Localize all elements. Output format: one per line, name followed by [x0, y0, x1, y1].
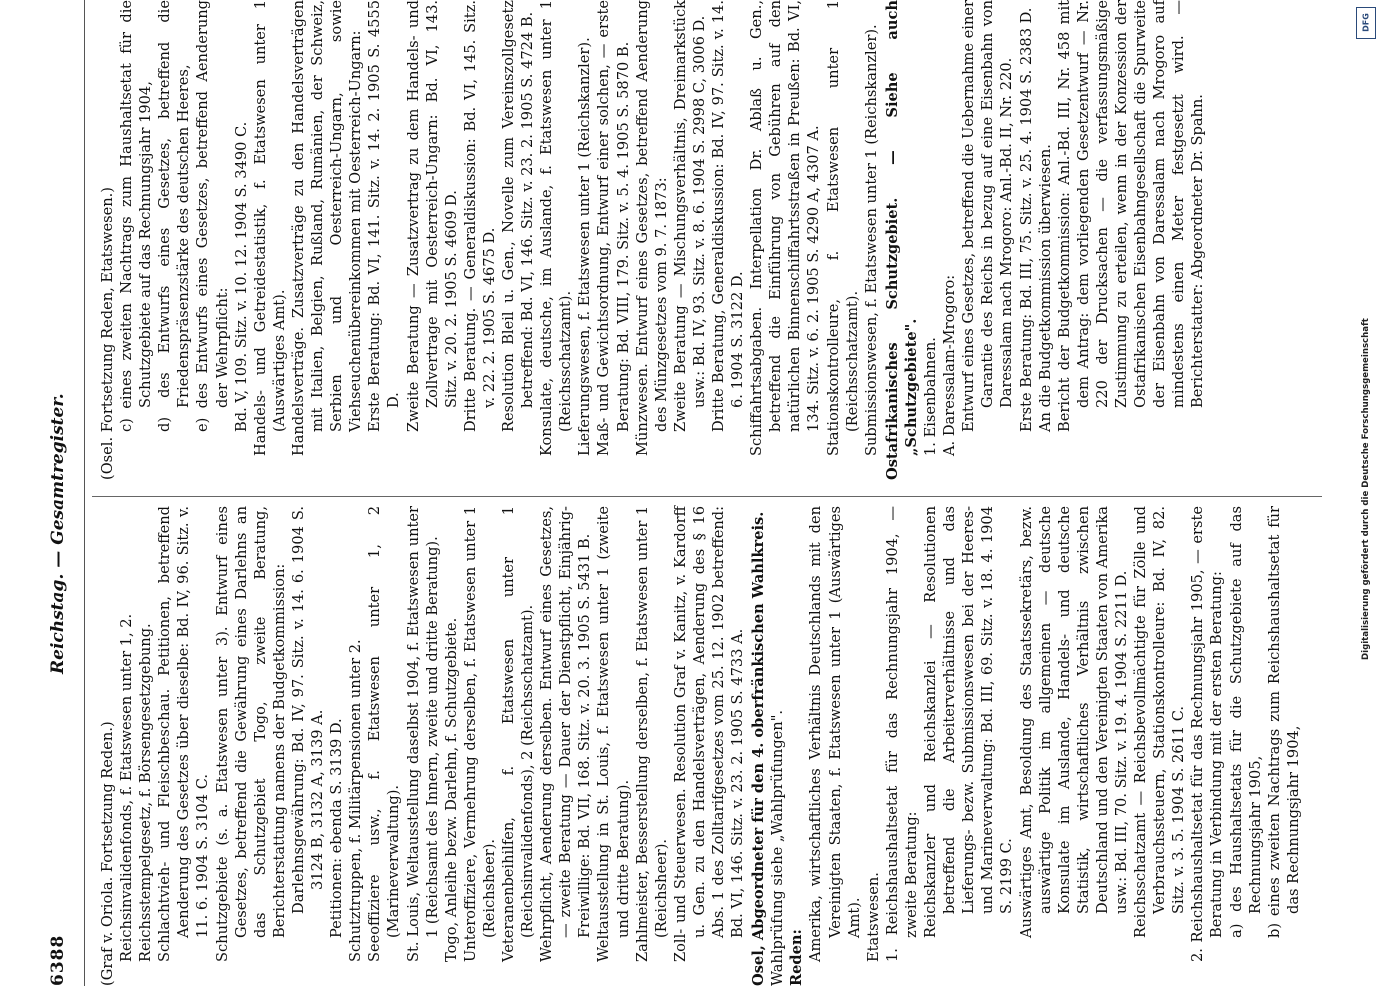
register-entry: Reichsschatzamt — Reichsbevollmächtigte für Zölle und Verbrauchssteuern, Stationskontrolleure: Bd. IV, 82. Sitz. v. 3. 5. 1904 S. 2611 C. — [1132, 506, 1188, 938]
running-head — [48, 56, 78, 986]
register-entry: Maß- und Gewichtsordnung, Entwurf einer solchen, — erste Beratung: Bd. VIII, 179. Sitz. v. 5. 4. 1905 S. 5870 B. — [595, 0, 632, 456]
register-entry: Veteranenbeihilfen, f. Etatswesen unter 1 (Reichsinvalidenfonds), 2 (Reichsschatzamt). — [499, 506, 537, 962]
register-entry: Stationskontrolleure, f. Etatswesen unter 1 (Reichsschatzamt). — [824, 0, 861, 456]
dfg-logo — [1356, 7, 1376, 39]
register-entry: Schutzgebiete (s. a. Etatswesen unter 3). Entwurf eines Gesetzes, betreffend die Gewährung eines Darlehns an das Schutzgebiet Togo, zweite Beratung, Berichterstattung namens der Budgetkommission: — [213, 506, 288, 962]
register-entry: St. Louis, Weltausstellung daselbst 1904, f. Etatswesen unter 1 (Reichsamt des Innern, zweite und dritte Beratung). — [404, 506, 441, 962]
register-entry: (Graf v. Oriola. Fortsetzung Reden.) — [99, 721, 116, 986]
register-entry: Reichsinvalidenfonds, f. Etatswesen unter 1, 2. — [118, 613, 136, 962]
register-entry: Zoll- und Steuerwesen. Resolution Graf v. Kanitz, v. Kardorff u. Gen. zu den Handelsverträgen, Aenderung des § 16 Abs. 1 des Zolltarifgesetzes vom 25. 12. 1902 betreffend: Bd. VI, 146. Sitz. v. 23. 2. 1905 S. 4733 A. — [671, 506, 747, 962]
register-entry: Handels- und Getreidestatistik, f. Etatswesen unter 1 (Auswärtiges Amt). — [251, 0, 288, 456]
register-entry: Auswärtiges Amt, Besoldung des Staatssekretärs, bezw. auswärtige Politik im allgemeinen — deutsche Konsulate im Auslande, Handels- und deutsche Statistik, wirtschaftliches Verhältnis zwischen Deutschland und den Vereinigten Staaten von Amerika usw.: Bd. III, 70. Sitz. v. 19. 4. 1904 S. 2211 D. — [1017, 506, 1130, 938]
register-entry: Zweite Beratung — Zusatzvertrag zu dem Handels- und Zollvertrage mit Oesterreich-Ungarn: Bd. VI, 143. Sitz. v. 20. 2. 1905 S. 4609 D. — [404, 0, 460, 432]
register-entry: A. Daressalam-Mrogoro: — [941, 274, 959, 456]
register-entry: c) eines zweiten Nachtrags zum Haushaltsetat für die Schutzgebiete auf das Rechnungsjahr 1904, — [118, 0, 155, 432]
register-entry: Erste Beratung: Bd. VI, 141. Sitz. v. 14. 2. 1905 S. 4555 D. — [366, 0, 403, 432]
register-entry: Bd. V, 109. Sitz. v. 10. 12. 1904 S. 3490 C. — [232, 121, 250, 432]
register-entry: 2. Reichshaushaltsetat für das Rechnungsjahr 1905, — erste Beratung in Verbindung mit der ersten Beratung: — [1189, 506, 1226, 962]
register-entry: a) des Haushaltsetats für die Schutzgebiete auf das Rechnungsjahr 1905, — [1227, 506, 1264, 938]
register-entry: Wehrpflicht, Aenderung derselben. Entwurf eines Gesetzes, — zweite Beratung — Dauer der Dienstpflicht, Einjährig-Freiwillige: Bd. VII, 168. Sitz. v. 20. 3. 1905 S. 5431 B. — [538, 506, 594, 962]
register-entry: Schutztruppen, f. Militärpensionen unter 2. — [347, 639, 365, 962]
register-entry: Weltausstellung in St. Louis, f. Etatswesen unter 1 (zweite und dritte Beratung). — [595, 506, 632, 962]
register-entry: Zweite Beratung — Mischungsverhältnis, Dreimarkstück usw.: Bd. IV, 93. Sitz. v. 8. 6. 1904 S. 2998 C, 3006 D. — [671, 0, 708, 432]
register-entry: Seeoffiziere usw., f. Etatswesen unter 1, 2 (Marineverwaltung). — [366, 506, 403, 962]
register-entry: Reden: — [788, 929, 806, 986]
header-rule — [84, 0, 85, 986]
register-entry: Ostafrikanisches Schutzgebiet. — Siehe auch „Schutzgebiete". — [883, 0, 920, 480]
register-entry: Osel, Abgeordneter für den 4. oberfränkischen Wahlkreis. — [750, 511, 768, 986]
register-entry: Wahlprüfung siehe „Wahlprüfungen". — [769, 709, 787, 986]
register-entry: Lieferungswesen, f. Etatswesen unter 1 (Reichskanzler). — [576, 37, 594, 456]
register-entry: An die Budgetkommission überwiesen. — [1036, 144, 1054, 432]
register-entry: Reichsstempelgesetz, f. Börsengesetzgebung. — [137, 623, 155, 962]
register-entry: Etatswesen. — [864, 872, 882, 962]
register-entry: Petitionen: ebenda S. 3139 D. — [328, 718, 346, 938]
register-entry: 1. Reichshaushaltsetat für das Rechnungsjahr 1904, — zweite Beratung: — [883, 506, 920, 962]
register-entry: Entwurf eines Gesetzes, betreffend die Uebernahme einer Garantie des Reichs in bezug auf eine Eisenbahn von Daressalam nach Mrogoro: Anl.-Bd. II, Nr. 220. — [960, 0, 1016, 432]
register-entry: Bericht der Budgetkommission: Anl.-Bd. III, Nr. 458 mit dem Antrag: dem vorliegenden Gesetzentwurf — Nr. 220 der Drucksachen — die verfassungsmäßige Zustimmung zu erteilen, wenn in der Konzession der Ostafrikanischen Eisenbahngesellschaft die Spurweite der Eisenbahn von Daressalam nach Mrogoro auf mindestens einen Meter festgesetzt wird. — Berichterstatter: Abgeordneter Dr. Spahn. — [1055, 0, 1207, 432]
register-entry: Reichskanzler und Reichskanzlei — Resolutionen betreffend die Arbeiterverhältnisse und das Lieferungs- bezw. Submissionswesen bei der Heeres- und Marineverwaltung: Bd. III, 69. Sitz. v. 18. 4. 1904 S. 2199 C. — [922, 506, 1016, 938]
register-entry: Togo, Anleihe bezw. Darlehn, f. Schutzgebiete. — [442, 617, 460, 962]
column-divider — [92, 496, 1322, 497]
register-entry: d) des Entwurfs eines Gesetzes, betreffend die Friedenspräsenzstärke des deutschen Heeres, — [156, 0, 193, 432]
register-entry: b) eines zweiten Nachtrags zum Reichshaushaltsetat für das Rechnungsjahr 1904, — [1265, 506, 1302, 938]
register-entry: Unteroffiziere, Vermehrung derselben, f. Etatswesen unter 1 (Reichsheer). — [461, 506, 498, 962]
register-entry: Münzwesen. Entwurf eines Gesetzes, betreffend Aenderung des Münzgesetzes vom 9. 7. 1873: — [633, 0, 670, 456]
register-entry: Submissionswesen, f. Etatswesen unter 1 (Reichskanzler). — [862, 24, 880, 456]
register-entry: Resolution Bleil u. Gen., Novelle zum Vereinszollgesetz betreffend: Bd. VI, 146. Sitz. v. 23. 2. 1905 S. 4724 B. — [499, 0, 537, 432]
register-entry: Handelsverträge. Zusatzverträge zu den Handelsverträgen mit Italien, Belgien, Rußland, Rumänien, der Schweiz, Serbien und Oesterreich-Ungarn, sowie Viehseuchenübereinkommen mit Oesterreich-Ungarn: — [289, 0, 365, 456]
register-entry: Amerika, wirtschaftliches Verhältnis Deutschlands mit den Vereinigten Staaten, f. Etatswesen unter 1 (Auswärtiges Amt). — [807, 506, 863, 962]
register-entry: Darlehnsgewährung: Bd. IV, 97. Sitz. v. 14. 6. 1904 S. 3124 B, 3132 A, 3139 A. — [289, 506, 327, 914]
register-entry: Dritte Beratung. — Generaldiskussion: Bd. VI, 145. Sitz. v. 22. 2. 1905 S. 4675 D. — [461, 0, 498, 432]
register-entry: Erste Beratung: Bd. III, 75. Sitz. v. 25. 4. 1904 S. 2383 D. — [1017, 7, 1035, 432]
register-entry: Konsulate, deutsche, im Auslande, f. Etatswesen unter 1 (Reichsschatzamt). — [538, 0, 575, 456]
register-entry: Schlachtvieh- und Fleischbeschau. Petitionen, betreffend Aenderung des Gesetzes über dieselbe: Bd. IV, 96. Sitz. v. 11. 6. 1904 S. 3104 C. — [156, 506, 212, 962]
credit-text: Digitalisierung gefördert durch die Deutsche Forschungsgemeinschaft — [1361, 318, 1371, 660]
dfg-logo-text: DFG — [1361, 13, 1371, 32]
page-number: 6388 — [48, 934, 68, 986]
register-entry: e) des Entwurfs eines Gesetzes, betreffend Aenderung der Wehrpflicht: — [194, 0, 231, 432]
register-entry: 1. Eisenbahnen. — [922, 337, 940, 456]
register-entry: (Osel. Fortsetzung Reden, Etatswesen.) — [99, 187, 116, 480]
register-entry: Dritte Beratung, Generaldiskussion: Bd. IV, 97. Sitz. v. 14. 6. 1904 S. 3122 D. — [710, 0, 747, 432]
right-column — [98, 0, 1207, 480]
register-entry: Zahlmeister, Besserstellung derselben, f. Etatswesen unter 1 (Reichsheer). — [633, 506, 670, 962]
running-title: Reichstag. — Gesamtregister. — [48, 393, 68, 674]
register-entry: Schiffahrtsabgaben. Interpellation Dr. Ablaß u. Gen., betreffend die Einführung von Gebühren auf den natürlichen Binnenschiffahrtsstraßen in Preußen: Bd. VI, 134. Sitz. v. 6. 2. 1905 S. 4290 A, 4307 A. — [748, 0, 823, 456]
left-column — [98, 506, 1303, 986]
